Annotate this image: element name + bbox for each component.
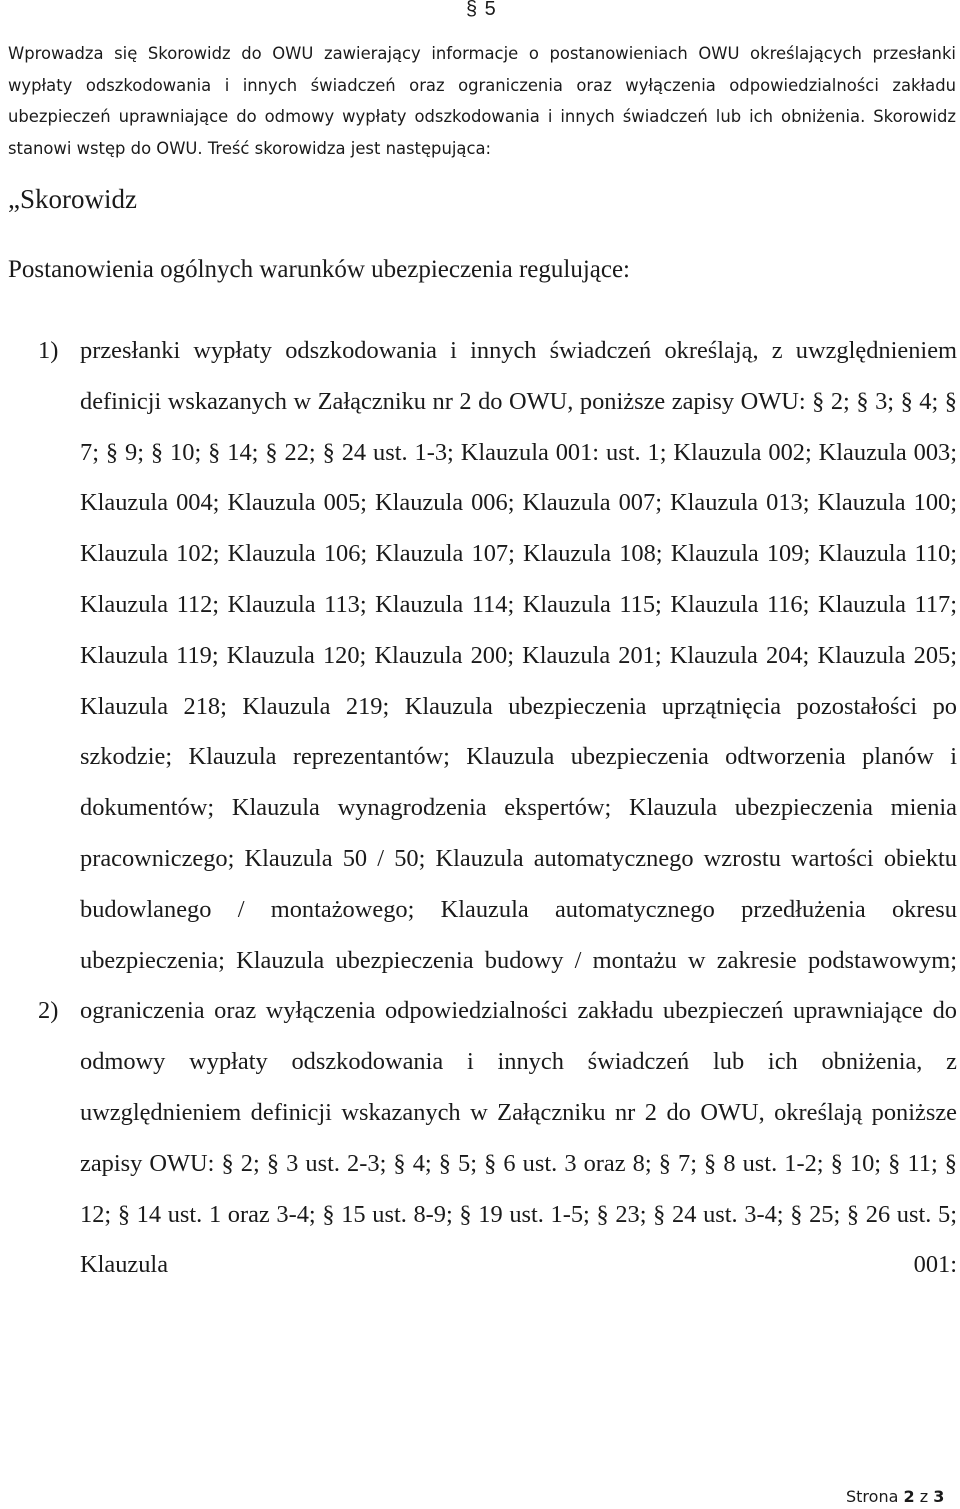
section-number: § 5	[466, 0, 497, 20]
list-item-number: 1)	[38, 337, 59, 364]
footer-total-pages: 3	[933, 1487, 945, 1506]
footer-page-label: Strona	[846, 1487, 899, 1506]
index-title: „Skorowidz	[8, 184, 137, 214]
intro-paragraph: Wprowadza się Skorowidz do OWU zawierający informacje o postanowieniach OWU określających przesłanki wypłaty odszkodowania i innych świadczeń oraz ograniczenia oraz wyłączenia odpowiedzialności zakładu ubezpieczeń uprawniające do odmowy wypłaty odszkodowania i innych świadczeń lub ich obniżenia. Skorowidz stanowi wstęp do OWU. Treść skorowidza jest następująca:	[8, 44, 956, 158]
list-item	[0, 986, 960, 1291]
index-subtitle: Postanowienia ogólnych warunków ubezpieczenia regulujące:	[8, 256, 630, 283]
page-footer	[846, 1487, 944, 1506]
list-item-text: ograniczenia oraz wyłączenia odpowiedzialności zakładu ubezpieczeń uprawniające do odmowy wypłaty odszkodowania i innych świadczeń lub ich obniżenia, z uwzględnieniem definicji wskazanych w Załączniku nr 2 do OWU, określają poniższe zapisy OWU: § 2; § 3 ust. 2-3; § 4; § 5; § 6 ust. 3 oraz 8; § 7; § 8 ust. 1-2; § 10; § 11; § 12; § 14 ust. 1 oraz 3-4; § 15 ust. 8-9; § 19 ust. 1-5; § 23; § 24 ust. 3-4; § 25; § 26 ust. 5; Klauzula 001:	[80, 997, 957, 1279]
list-item	[0, 326, 960, 986]
footer-separator: z	[919, 1487, 929, 1506]
list-item-text: przesłanki wypłaty odszkodowania i innych świadczeń określają, z uwzględnieniem definicji wskazanych w Załączniku nr 2 do OWU, poniższe zapisy OWU: § 2; § 3; § 4; § 7; § 9; § 10; § 14; § 22; § 24 ust. 1-3; Klauzula 001: ust. 1; Klauzula 002; Klauzula 003; Klauzula 004; Klauzula 005; Klauzula 006; Klauzula 007; Klauzula 013; Klauzula 100; Klauzula 102; Klauzula 106; Klauzula 107; Klauzula 108; Klauzula 109; Klauzula 110; Klauzula 112; Klauzula 113; Klauzula 114; Klauzula 115; Klauzula 116; Klauzula 117; Klauzula 119; Klauzula 120; Klauzula 200; Klauzula 201; Klauzula 204; Klauzula 205; Klauzula 218; Klauzula 219; Klauzula ubezpieczenia uprzątnięcia pozostałości po szkodzie; Klauzula reprezentantów; Klauzula ubezpieczenia odtworzenia planów i dokumentów; Klauzula wynagrodzenia ekspertów; Klauzula ubezpieczenia mienia pracowniczego; Klauzula 50 / 50; Klauzula automatycznego wzrostu wartości obiektu budowlanego / montażowego; Klauzula automatycznego przedłużenia okresu ubezpieczenia; Klauzula ubezpieczenia budowy / montażu w zakresie podstawowym;	[80, 337, 957, 974]
footer-current-page: 2	[903, 1487, 915, 1506]
list-item-number: 2)	[38, 997, 59, 1025]
provisions-list	[0, 326, 960, 1291]
